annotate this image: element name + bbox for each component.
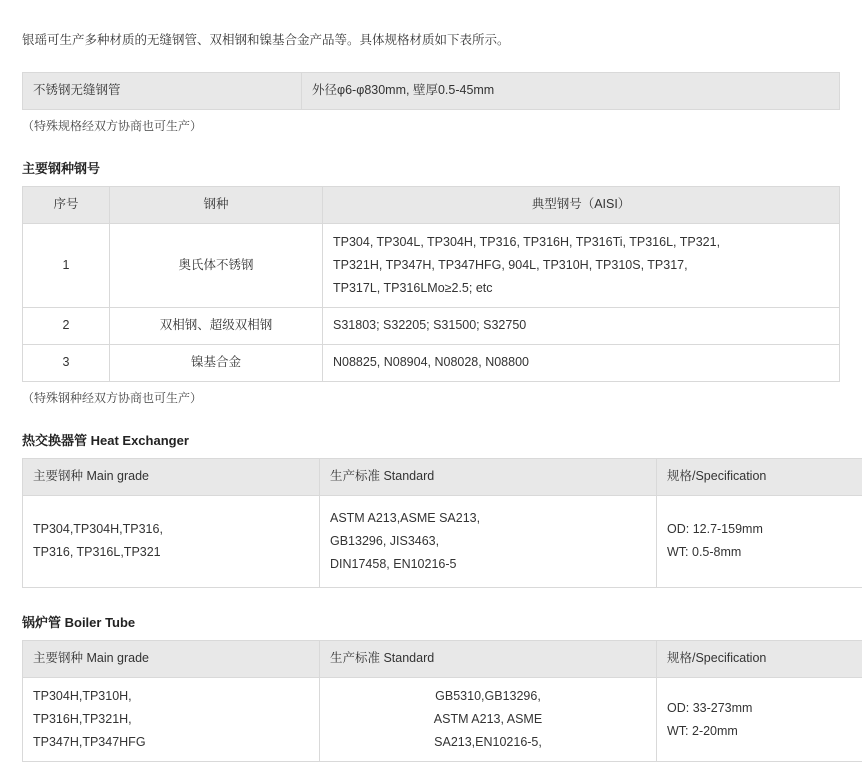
specification-cell — [657, 678, 862, 762]
standard-cell — [320, 678, 657, 762]
designation-line: TP317L, TP316LMo≥2.5; etc — [333, 277, 829, 300]
seamless-pipe-note: （特殊规格经双方协商也可生产） — [22, 117, 840, 134]
heat-exchanger-section-title: 热交换器管 Heat Exchanger — [22, 430, 840, 449]
table-header-row — [23, 458, 862, 495]
standard-line: SA213,EN10216-5, — [330, 731, 646, 754]
standard-line: ASTM A213, ASME — [330, 708, 646, 731]
seamless-pipe-spec: 外径φ6-φ830mm, 壁厚0.5-45mm — [302, 73, 840, 110]
designation-line: TP321H, TP347H, TP347HFG, 904L, TP310H, TP310S, TP317, — [333, 254, 829, 277]
row-no: 1 — [23, 223, 110, 307]
table-row — [23, 73, 840, 110]
steel-grades-table — [22, 186, 840, 382]
table-row — [23, 678, 862, 762]
designation-line: TP304, TP304L, TP304H, TP316, TP316H, TP316Ti, TP316L, TP321, — [333, 231, 829, 254]
boiler-tube-table — [22, 640, 862, 762]
row-grade: 镍基合金 — [110, 345, 323, 382]
specification-cell — [657, 495, 862, 587]
table-header-row — [23, 186, 840, 223]
standard-cell — [320, 495, 657, 587]
col-header-no: 序号 — [23, 186, 110, 223]
intro-paragraph: 银瑶可生产多种材质的无缝钢管、双相钢和镍基合金产品等。具体规格材质如下表所示。 — [22, 30, 840, 50]
standard-line: ASTM A213,ASME SA213, — [330, 507, 646, 530]
col-header-standard: 生产标准 Standard — [320, 458, 657, 495]
row-no: 2 — [23, 308, 110, 345]
spec-line: OD: 33-273mm — [667, 697, 862, 720]
col-header-main-grade: 主要钢种 Main grade — [23, 641, 320, 678]
standard-line: DIN17458, EN10216-5 — [330, 553, 646, 576]
steel-grades-note: （特殊钢种经双方协商也可生产） — [22, 389, 840, 406]
standard-line: GB13296, JIS3463, — [330, 530, 646, 553]
grade-line: TP304,TP304H,TP316, — [33, 518, 309, 541]
col-header-main-grade: 主要钢种 Main grade — [23, 458, 320, 495]
heat-exchanger-table — [22, 458, 862, 588]
table-row — [23, 308, 840, 345]
seamless-pipe-name: 不锈钢无缝钢管 — [23, 73, 302, 110]
grade-line: TP347H,TP347HFG — [33, 731, 309, 754]
col-header-specification: 规格/Specification — [657, 641, 862, 678]
col-header-standard: 生产标准 Standard — [320, 641, 657, 678]
boiler-tube-section-title: 锅炉管 Boiler Tube — [22, 612, 840, 631]
seamless-pipe-table — [22, 72, 840, 110]
table-row — [23, 495, 862, 587]
table-row — [23, 345, 840, 382]
grade-line: TP304H,TP310H, — [33, 685, 309, 708]
row-designations — [323, 223, 840, 307]
col-header-designation: 典型钢号（AISI） — [323, 186, 840, 223]
main-grade-cell — [23, 678, 320, 762]
spec-line: WT: 2-20mm — [667, 720, 862, 743]
col-header-specification: 规格/Specification — [657, 458, 862, 495]
table-row — [23, 223, 840, 307]
main-grade-cell — [23, 495, 320, 587]
col-header-grade: 钢种 — [110, 186, 323, 223]
row-grade: 奥氏体不锈钢 — [110, 223, 323, 307]
standard-line: GB5310,GB13296, — [330, 685, 646, 708]
spec-line: OD: 12.7-159mm — [667, 518, 862, 541]
grades-section-title: 主要钢种钢号 — [22, 158, 840, 177]
table-header-row — [23, 641, 862, 678]
row-designations: S31803; S32205; S31500; S32750 — [323, 308, 840, 345]
grade-line: TP316H,TP321H, — [33, 708, 309, 731]
row-designations: N08825, N08904, N08028, N08800 — [323, 345, 840, 382]
row-grade: 双相钢、超级双相钢 — [110, 308, 323, 345]
row-no: 3 — [23, 345, 110, 382]
grade-line: TP316, TP316L,TP321 — [33, 541, 309, 564]
spec-line: WT: 0.5-8mm — [667, 541, 862, 564]
